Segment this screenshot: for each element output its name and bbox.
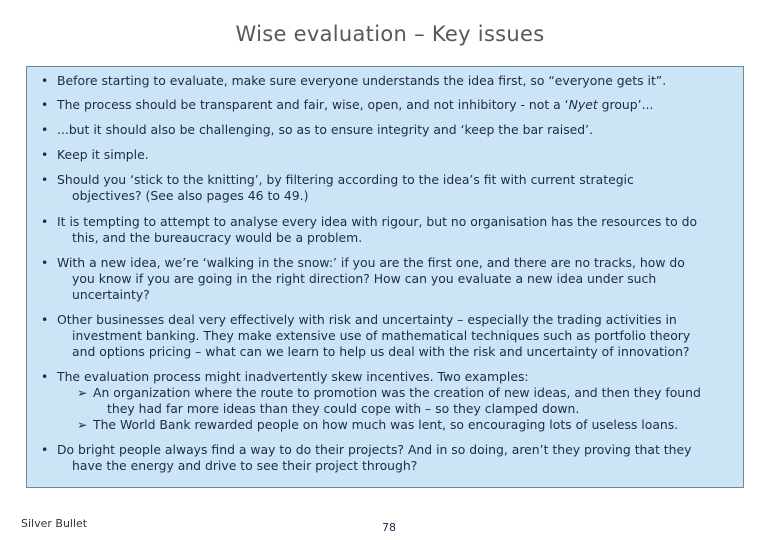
bullet-text: ...but it should also be challenging, so as to ensure integrity and ‘keep the bar raised’. [57, 122, 594, 137]
bullet-text: Keep it simple. [57, 147, 149, 162]
bullet-understanding [41, 73, 738, 89]
bullet-text: Other businesses deal very effectively with risk and uncertainty – especially the trading activities in [57, 312, 677, 327]
bullet-text: With a new idea, we’re ‘walking in the snow:’ if you are the first one, and there are no tracks, how do [57, 255, 685, 270]
sub-item-world-bank [57, 417, 738, 433]
arrow-icon: ➢ [77, 417, 88, 432]
bullet-text: Do bright people always find a way to do their projects? And in so doing, aren’t they proving that they [57, 442, 692, 457]
bullet-text: Before starting to evaluate, make sure everyone understands the idea first, so “everyone gets it”. [57, 73, 667, 88]
bullet-text: objectives? (See also pages 46 to 49.) [72, 188, 309, 203]
bullet-stick-to-knitting [41, 172, 738, 204]
footer-brand: Silver Bullet [21, 517, 88, 530]
sub-item-promotion [57, 385, 738, 417]
bullet-bright-people [41, 442, 738, 474]
bullet-text: have the energy and drive to see their project through? [72, 458, 418, 473]
bullet-rigour [41, 214, 738, 246]
page-title: Wise evaluation – Key issues [235, 22, 545, 46]
bullet-walking-in-snow [41, 255, 738, 303]
page-number: 78 [382, 521, 396, 534]
bullet-text: and options pricing – what can we learn to help us deal with the risk and uncertainty of innovation? [72, 344, 690, 359]
sub-item-text: they had far more ideas than they could cope with – so they clamped down. [107, 401, 580, 416]
bullet-text: It is tempting to attempt to analyse every idea with rigour, but no organisation has the resources to do [57, 214, 698, 229]
bullet-text: Should you ‘stick to the knitting’, by filtering according to the idea’s fit with current strategic [57, 172, 634, 187]
bullet-skew-incentives [41, 369, 738, 433]
bullet-text: investment banking. They make extensive use of mathematical techniques such as portfolio theory [72, 328, 691, 343]
bullet-text: group’... [597, 97, 654, 112]
arrow-icon: ➢ [77, 385, 88, 400]
bullet-text: uncertainty? [72, 287, 150, 302]
bullet-text: The process should be transparent and fair, wise, open, and not inhibitory - not a ‘ [57, 97, 569, 112]
bullet-transparent-process [41, 97, 738, 113]
bullet-text: this, and the bureaucracy would be a problem. [72, 230, 363, 245]
content-panel [26, 66, 744, 488]
sub-item-text: The World Bank rewarded people on how much was lent, so encouraging lots of useless loans. [93, 417, 679, 432]
bullet-keep-simple [41, 147, 738, 163]
bullet-text: The evaluation process might inadvertently skew incentives. Two examples: [57, 369, 529, 384]
sub-item-text: An organization where the route to promotion was the creation of new ideas, and then they found [93, 385, 701, 400]
bullet-challenging [41, 122, 738, 138]
bullet-risk-uncertainty [41, 312, 738, 360]
bullet-text: you know if you are going in the right direction? How can you evaluate a new idea under such [72, 271, 657, 286]
emphasis-nyet: Nyet [568, 97, 598, 112]
